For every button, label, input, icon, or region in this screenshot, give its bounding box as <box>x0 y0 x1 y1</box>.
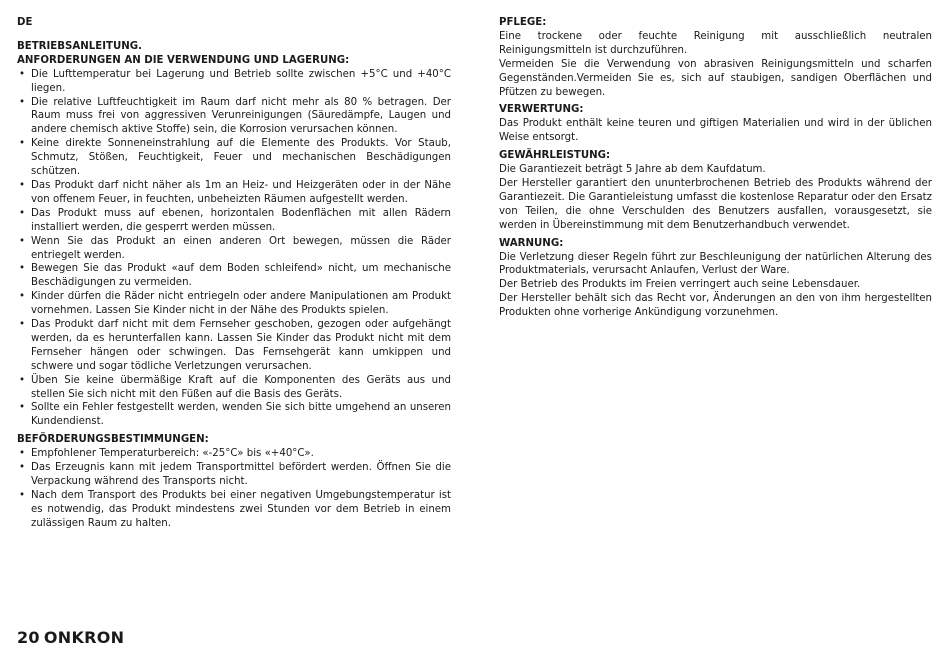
list-item: • Das Produkt darf nicht mit dem Fernseher geschoben, gezogen oder aufgehängt werden, da es herunterfallen kann. Lassen Sie Kinder das Produkt nicht mit dem Fernseher hängen oder schwingen. Das Fernsehgerät kann umkippen und schwere und sogar tödliche Verletzungen verursachen. <box>17 318 451 374</box>
usage-storage-list <box>17 68 451 430</box>
list-item: • Wenn Sie das Produkt an einen anderen Ort bewegen, müssen die Räder entriegelt werden. <box>17 235 451 263</box>
page-number: 20 <box>17 628 40 647</box>
warranty-paragraph: Die Garantiezeit beträgt 5 Jahre ab dem Kaufdatum. <box>499 164 766 176</box>
warranty-title: GEWÄHRLEISTUNG: <box>499 150 611 162</box>
warranty-paragraph: Der Hersteller garantiert den ununterbrochenen Betrieb des Produkts während der Garantiezeit. Die Garantieleistung umfasst die kostenlose Reparatur oder den Ersatz von Teilen, die ohne Verschulden des Benutzers ausfallen, vorausgesetzt, sie werden in Übereinstimmung mit dem Benutzerhandbuch verwendet. <box>499 177 932 231</box>
list-item: • Nach dem Transport des Produkts bei einer negativen Umgebungstemperatur ist es notwendig, das Produkt mindestens zwei Stunden vor dem Betrieb in einem zulässigen Raum zu halten. <box>17 489 451 531</box>
usage-storage-title: ANFORDERUNGEN AN DIE VERWENDUNG UND LAGERUNG: <box>17 54 350 66</box>
language-code: DE <box>17 17 33 28</box>
left-column <box>17 16 451 531</box>
warning-paragraph: Der Hersteller behält sich das Recht vor, Änderungen an den von ihm hergestellten Produkten ohne vorherige Ankündigung vorzunehmen. <box>499 293 932 319</box>
warning-title: WARNUNG: <box>499 237 564 249</box>
disposal-paragraph: Das Produkt enthält keine teuren und giftigen Materialien und wird in der üblichen Weise entsorgt. <box>499 118 932 144</box>
list-item: • Das Produkt darf nicht näher als 1m an Heiz- und Heizgeräten oder in der Nähe von offenem Feuer, in feuchten, unbeheizten Räumen aufgestellt werden. <box>17 179 451 207</box>
care-title: PFLEGE: <box>499 17 547 28</box>
care-paragraph: Vermeiden Sie die Verwendung von abrasiven Reinigungsmitteln und scharfen Gegenständen.Vermeiden Sie es, sich auf staubigen, sandigen Oberflächen und Pfützen zu bewegen. <box>499 58 932 98</box>
transport-title: BEFÖRDERUNGSBESTIMMUNGEN: <box>17 434 209 446</box>
warning-paragraph: Die Verletzung dieser Regeln führt zur Beschleunigung der natürlichen Alterung des Produktmaterials, verursacht Anlaufen, Verlust der Ware. <box>499 251 932 277</box>
list-item: • Die Lufttemperatur bei Lagerung und Betrieb sollte zwischen +5°C und +40°C liegen. <box>17 68 451 96</box>
page-footer <box>17 628 124 647</box>
list-item: • Üben Sie keine übermäßige Kraft auf die Komponenten des Geräts aus und stellen Sie sich nicht mit den Füßen auf die Basis des Geräts. <box>17 374 451 402</box>
list-item: • Die relative Luftfeuchtigkeit im Raum darf nicht mehr als 80 % betragen. Der Raum muss frei von aggressiven Verunreinigungen (Säuredämpfe, Laugen und andere chemisch aktive Stoffe) sein, die Korrosion verursachen können. <box>17 96 451 138</box>
list-item: • Kinder dürfen die Räder nicht entriegeln oder andere Manipulationen am Produkt vornehmen. Lassen Sie Kinder nicht in der Nähe des Produkts spielen. <box>17 290 451 318</box>
warning-paragraph: Der Betrieb des Produkts im Freien verringert auch seine Lebensdauer. <box>499 279 861 291</box>
list-item: • Sollte ein Fehler festgestellt werden, wenden Sie sich bitte umgehend an unseren Kundendienst. <box>17 401 451 429</box>
disposal-title: VERWERTUNG: <box>499 104 584 116</box>
list-item: • Das Produkt muss auf ebenen, horizontalen Bodenflächen mit allen Rädern installiert werden, die gesperrt werden müssen. <box>17 207 451 235</box>
list-item: • Bewegen Sie das Produkt «auf dem Boden schleifend» nicht, um mechanische Beschädigungen zu vermeiden. <box>17 262 451 290</box>
care-paragraph: Eine trockene oder feuchte Reinigung mit ausschließlich neutralen Reinigungsmitteln ist durchzuführen. <box>499 30 932 56</box>
list-item: • Keine direkte Sonneneinstrahlung auf die Elemente des Produkts. Vor Staub, Schmutz, Stößen, Feuchtigkeit, Feuer und mechanischen Beschädigungen schützen. <box>17 137 451 179</box>
brand-logo: ONKRON <box>43 628 125 647</box>
list-item: • Das Erzeugnis kann mit jedem Transportmittel befördert werden. Öffnen Sie die Verpackung während des Transports nicht. <box>17 461 451 489</box>
operating-instructions-title: BETRIEBSANLEITUNG. <box>17 40 143 52</box>
list-item: • Empfohlener Temperaturbereich: «-25°C» bis «+40°C». <box>17 447 451 461</box>
right-column <box>499 16 932 320</box>
transport-list <box>17 447 451 530</box>
